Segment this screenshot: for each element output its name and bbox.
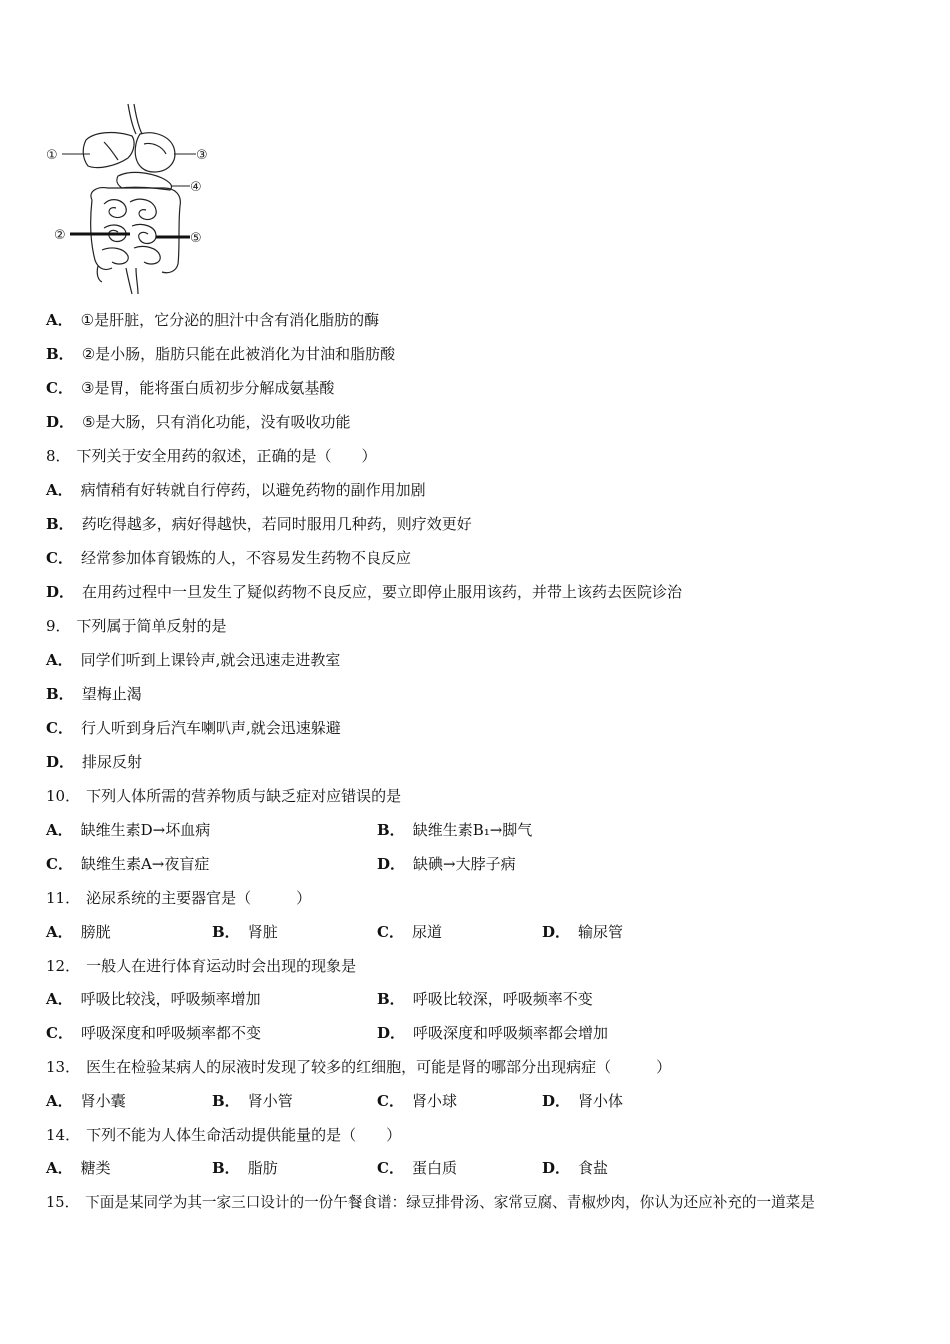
q7-option-d[interactable]: D． ⑤是大肠，只有消化功能，没有吸收功能 xyxy=(46,413,351,431)
q10-option-a[interactable]: A． 缺维生素D→坏血病 xyxy=(46,821,211,839)
q14-option-d[interactable]: D． 食盐 xyxy=(542,1159,609,1177)
q10-stem: 10． 下列人体所需的营养物质与缺乏症对应错误的是 xyxy=(46,787,402,805)
pancreas-shape xyxy=(117,172,172,190)
q8-option-d[interactable]: D． 在用药过程中一旦发生了疑似药物不良反应，要立即停止服用该药，并带上该药去医院诊治 xyxy=(46,583,683,601)
q13-option-c[interactable]: C． 肾小球 xyxy=(377,1092,457,1110)
stomach-shape xyxy=(135,133,175,172)
marker-3: ③ xyxy=(196,148,208,163)
q9-option-c[interactable]: C． 行人听到身后汽车喇叭声,就会迅速躲避 xyxy=(46,719,341,737)
q11-option-d[interactable]: D． 输尿管 xyxy=(542,923,624,941)
small-intestine-shape xyxy=(104,200,126,218)
q13-stem: 13． 医生在检验某病人的尿液时发现了较多的红细胞，可能是肾的哪部分出现病症（ ） xyxy=(46,1058,672,1076)
q7-option-b[interactable]: B． ②是小肠，脂肪只能在此被消化为甘油和脂肪酸 xyxy=(46,345,396,363)
q8-option-b[interactable]: B． 药吃得越多，病好得越快，若同时服用几种药，则疗效更好 xyxy=(46,515,472,533)
q12-stem: 12． 一般人在进行体育运动时会出现的现象是 xyxy=(46,957,357,975)
q7-option-c[interactable]: C． ③是胃，能将蛋白质初步分解成氨基酸 xyxy=(46,379,335,397)
q9-option-d[interactable]: D． 排尿反射 xyxy=(46,753,143,771)
large-intestine-shape xyxy=(91,188,180,273)
marker-1: ① xyxy=(46,148,58,163)
q9-option-b[interactable]: B． 望梅止渴 xyxy=(46,685,142,703)
q7-option-a[interactable]: A． ①是肝脏，它分泌的胆汁中含有消化脂肪的酶 xyxy=(46,311,380,329)
q8-stem: 8． 下列关于安全用药的叙述，正确的是（ ） xyxy=(46,447,377,465)
q8-option-a[interactable]: A． 病情稍有好转就自行停药，以避免药物的副作用加剧 xyxy=(46,481,426,499)
q15-stem: 15． 下面是某同学为其一家三口设计的一份午餐食谱：绿豆排骨汤、家常豆腐、青椒炒肉，你认为还应补充的一道菜是 xyxy=(46,1194,815,1211)
q10-option-b[interactable]: B． 缺维生素B₁→脚气 xyxy=(377,821,533,839)
q11-option-b[interactable]: B． 肾脏 xyxy=(212,923,278,941)
q10-option-c[interactable]: C． 缺维生素A→夜盲症 xyxy=(46,855,210,873)
q12-option-b[interactable]: B． 呼吸比较深，呼吸频率不变 xyxy=(377,990,593,1008)
q13-option-b[interactable]: B． 肾小管 xyxy=(212,1092,293,1110)
q12-option-a[interactable]: A． 呼吸比较浅，呼吸频率增加 xyxy=(46,990,261,1008)
q9-stem: 9． 下列属于简单反射的是 xyxy=(46,617,227,635)
liver-shape xyxy=(83,133,134,168)
marker-2: ② xyxy=(54,228,66,243)
q14-option-b[interactable]: B． 脂肪 xyxy=(212,1159,278,1177)
q13-option-d[interactable]: D． 肾小体 xyxy=(542,1092,624,1110)
q11-stem: 11． 泌尿系统的主要器官是（ ） xyxy=(46,889,312,907)
digestive-system-figure xyxy=(44,96,224,296)
q8-option-c[interactable]: C． 经常参加体育锻炼的人，不容易发生药物不良反应 xyxy=(46,549,411,567)
q12-option-c[interactable]: C． 呼吸深度和呼吸频率都不变 xyxy=(46,1024,261,1042)
marker-5: ⑤ xyxy=(190,231,202,246)
q14-stem: 14． 下列不能为人体生命活动提供能量的是（ ） xyxy=(46,1126,402,1144)
q14-option-c[interactable]: C． 蛋白质 xyxy=(377,1159,457,1177)
q12-option-d[interactable]: D． 呼吸深度和呼吸频率都会增加 xyxy=(377,1024,609,1042)
q11-option-c[interactable]: C． 尿道 xyxy=(377,923,442,941)
q13-option-a[interactable]: A． 肾小囊 xyxy=(46,1092,126,1110)
q9-option-a[interactable]: A． 同学们听到上课铃声,就会迅速走进教室 xyxy=(46,651,341,669)
marker-4: ④ xyxy=(190,180,202,195)
q14-option-a[interactable]: A． 糖类 xyxy=(46,1159,111,1177)
q11-option-a[interactable]: A． 膀胱 xyxy=(46,923,111,941)
q10-option-d[interactable]: D． 缺碘→大脖子病 xyxy=(377,855,516,873)
